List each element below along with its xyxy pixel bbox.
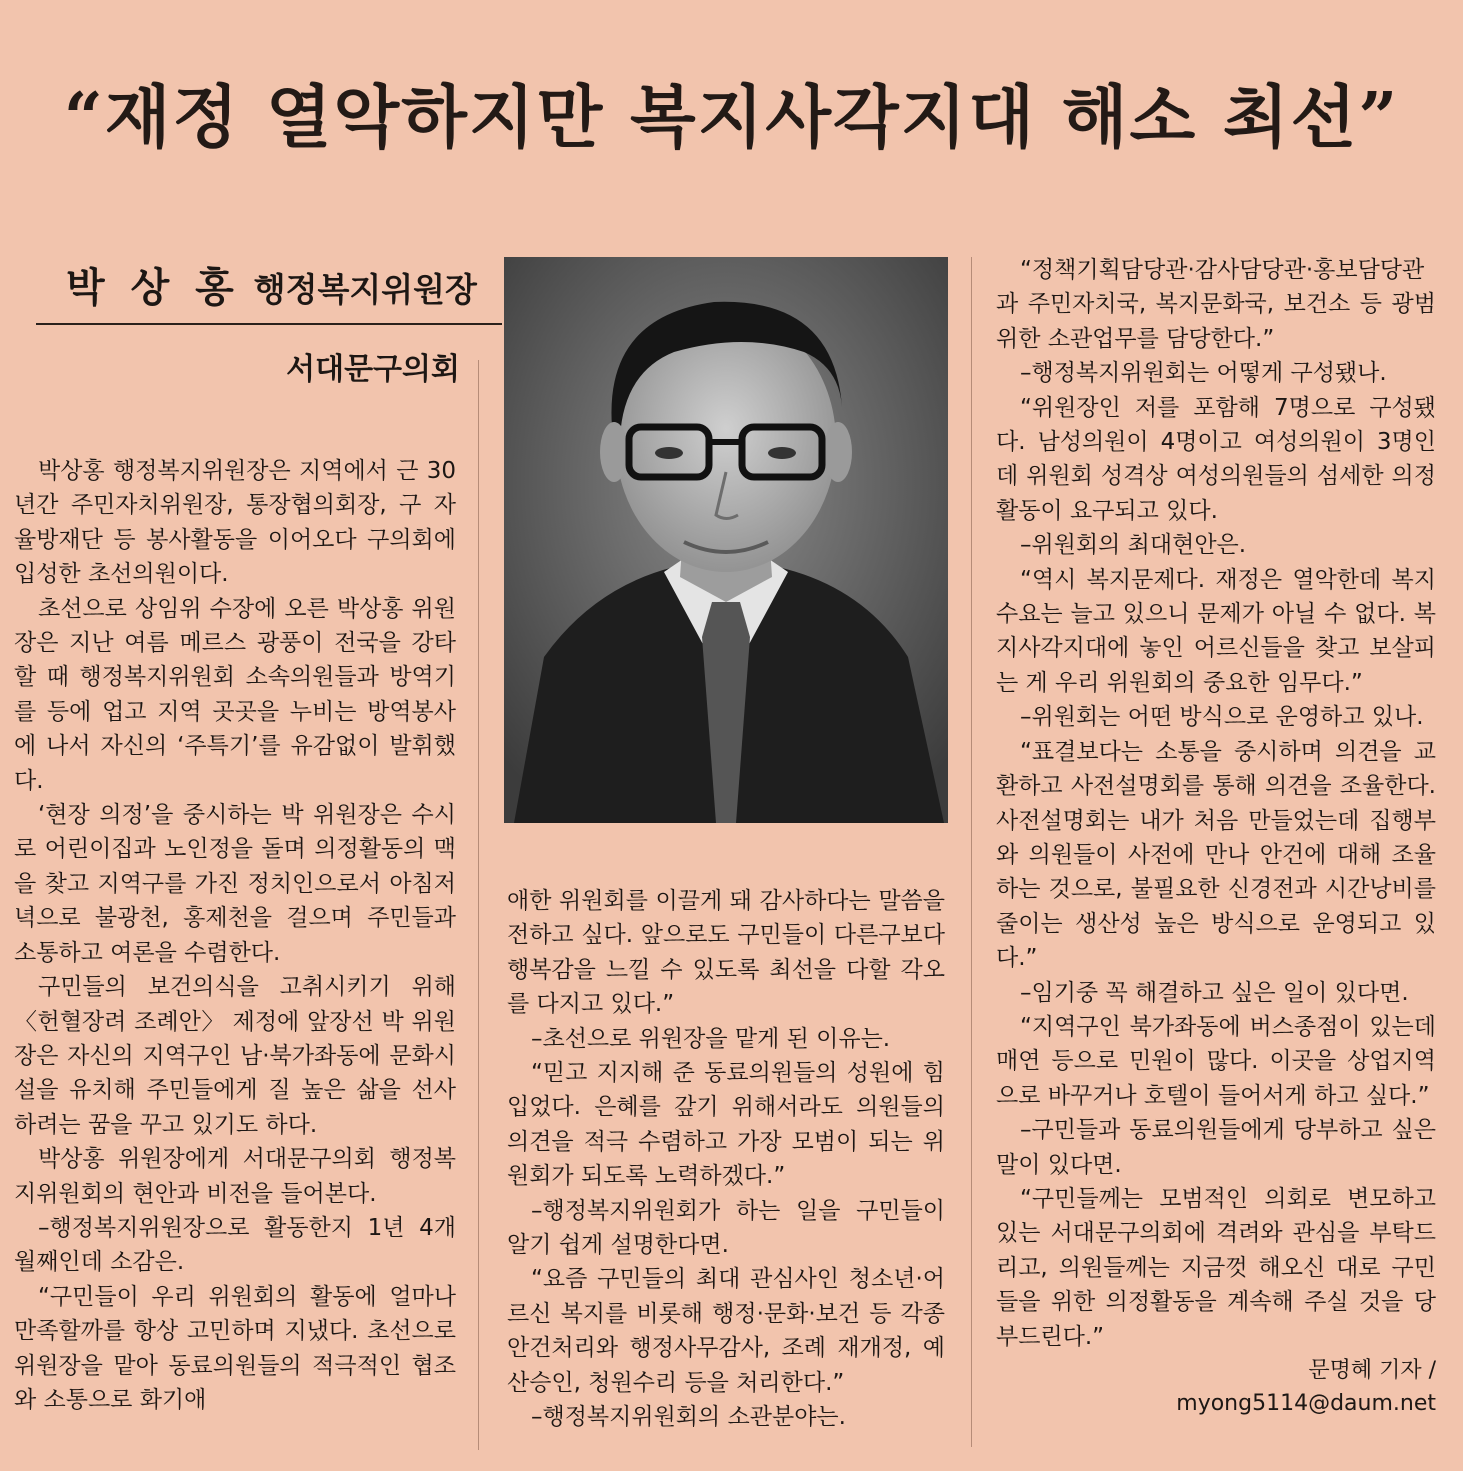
name-divider bbox=[36, 323, 502, 325]
paragraph: 초선으로 상임위 수장에 오른 박상홍 위원장은 지난 여름 메르스 광풍이 전국을 강타할 때 행정복지위원회 소속의원들과 방역기를 등에 업고 지역 곳곳을 누비는 방역봉사에 나서 자신의 ‘주특기’를 유감없이 발휘했다. bbox=[14, 595, 456, 794]
paragraph: 박상홍 위원장에게 서대문구의회 행정복지위원회의 현안과 비전을 들어본다. bbox=[14, 1146, 456, 1207]
interview-answer: “구민들께는 모범적인 의회로 변모하고 있는 서대문구의회에 격려와 관심을 부탁드리고, 의원들께는 지금껏 해오신 대로 구민들을 위한 의정활동을 계속해 주실 것을 당부드린다.” bbox=[996, 1185, 1436, 1350]
portrait-photo bbox=[504, 257, 948, 823]
interview-question: –구민들과 동료의원들에게 당부하고 싶은 말이 있다면. bbox=[996, 1117, 1436, 1178]
paragraph: 박상홍 행정복지위원장은 지역에서 근 30년간 주민자치위원장, 통장협의회장, 구 자율방재단 등 봉사활동을 이어오다 구의회에 입성한 초선의원이다. bbox=[14, 458, 456, 588]
column-separator bbox=[478, 360, 479, 1450]
interviewee-name-block bbox=[36, 256, 506, 313]
interview-question: –위원회는 어떤 방식으로 운영하고 있나. bbox=[1020, 704, 1424, 731]
organization-name: 서대문구의회 bbox=[286, 352, 460, 387]
interviewee-title: 행정복지위원장 bbox=[253, 270, 477, 309]
interview-question: –임기중 꼭 해결하고 싶은 일이 있다면. bbox=[1020, 979, 1409, 1006]
paragraph-continued: 애한 위원회를 이끌게 돼 감사하다는 말씀을 전하고 싶다. 앞으로도 구민들이 다른구보다 행복감을 느낄 수 있도록 최선을 다할 각오를 다지고 있다.” bbox=[507, 888, 945, 1018]
interview-question: –초선으로 위원장을 맡게 된 이유는. bbox=[531, 1025, 891, 1052]
article-headline: “재정 열악하지만 복지사각지대 해소 최선” bbox=[63, 78, 1400, 158]
interview-answer: “믿고 지지해 준 동료의원들의 성원에 힘입었다. 은혜를 갚기 위해서라도 의원들의 의견을 적극 수렴하고 가장 모범이 되는 위원회가 되도록 노력하겠다.” bbox=[507, 1060, 945, 1190]
portrait-illustration bbox=[504, 257, 948, 823]
interview-answer: “요즘 구민들의 최대 관심사인 청소년·어르신 복지를 비롯해 행정·문화·보건 등 각종 안건처리와 행정사무감사, 조례 재개정, 예산승인, 청원수리 등을 처리한다.” bbox=[507, 1266, 945, 1396]
interviewee-name: 박 상 홍 bbox=[66, 264, 240, 311]
byline-reporter: 문명혜 기자 / bbox=[1308, 1358, 1436, 1383]
interview-answer: “표결보다는 소통을 중시하며 의견을 교환하고 사전설명회를 통해 의견을 조율한다. 사전설명회는 내가 처음 만들었는데 집행부와 의원들이 사전에 만나 안건에 대해 조율하는 것으로, 불필요한 신경전과 시간낭비를 줄이는 생산성 높은 방식으로 운영되고 있다.” bbox=[996, 738, 1436, 972]
column-separator bbox=[971, 257, 972, 1447]
interview-question: –위원회의 최대현안은. bbox=[1020, 532, 1247, 559]
article-column-3 bbox=[996, 253, 1436, 1420]
interview-question: –행정복지위원회는 어떻게 구성됐나. bbox=[1020, 360, 1387, 387]
interview-question: –행정복지위원장으로 활동한지 1년 4개월째인데 소감은. bbox=[14, 1214, 456, 1276]
interview-answer: “정책기획담당관·감사담당관·홍보담당관과 주민자치국, 복지문화국, 보건소 등 광범위한 소관업무를 담당한다.” bbox=[996, 257, 1436, 352]
article-column-2 bbox=[507, 884, 945, 1435]
paragraph: 구민들의 보건의식을 고취시키기 위해 〈헌혈장려 조례안〉 제정에 앞장선 박 위원장은 자신의 지역구인 남·북가좌동에 문화시설을 유치해 주민들에게 질 높은 삶을 선사하려는 꿈을 꾸고 있기도 하다. bbox=[14, 974, 456, 1138]
interview-answer: “역시 복지문제다. 재정은 열악한데 복지수요는 늘고 있으니 문제가 아닐 수 없다. 복지사각지대에 놓인 어르신들을 찾고 보살피는 게 우리 위원회의 중요한 임무다.” bbox=[996, 566, 1436, 696]
interview-question: –행정복지위원회가 하는 일을 구민들이 알기 쉽게 설명한다면. bbox=[507, 1197, 945, 1259]
interview-answer: “지역구인 북가좌동에 버스종점이 있는데 매연 등으로 민원이 많다. 이곳을 상업지역으로 바꾸거나 호텔이 들어서게 하고 싶다.” bbox=[996, 1013, 1436, 1109]
article-column-1 bbox=[14, 454, 456, 1417]
interview-answer: “구민들이 우리 위원회의 활동에 얼마나 만족할까를 항상 고민하며 지냈다. 초선으로 위원장을 맡아 동료의원들의 적극적인 협조와 소통으로 화기애 bbox=[14, 1283, 456, 1413]
interview-answer: “위원장인 저를 포함해 7명으로 구성됐다. 남성의원이 4명이고 여성의원이 3명인데 위원회 성격상 여성의원들의 섬세한 의정활동이 요구되고 있다. bbox=[996, 394, 1436, 524]
paragraph: ‘현장 의정’을 중시하는 박 위원장은 수시로 어린이집과 노인정을 돌며 의정활동의 맥을 찾고 지역구를 가진 정치인으로서 아침저녁으로 불광천, 홍제천을 걸으며 주민들과 소통하고 여론을 수렴한다. bbox=[14, 802, 456, 966]
interview-question: –행정복지위원회의 소관분야는. bbox=[531, 1404, 846, 1431]
byline-email: myong5114@daum.net bbox=[1176, 1391, 1436, 1416]
